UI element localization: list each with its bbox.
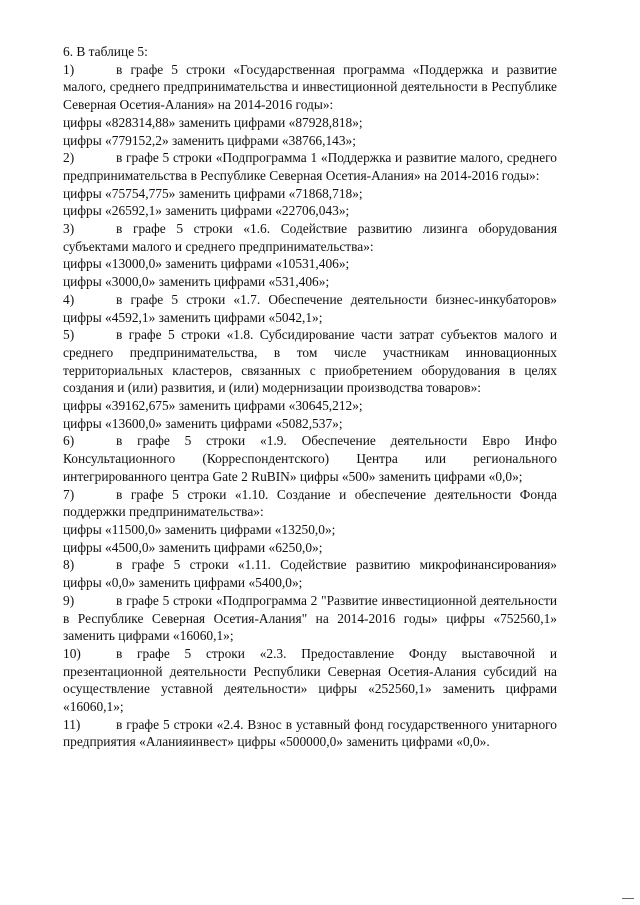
- item-number: 11): [63, 716, 81, 732]
- replacement-line: цифры «828314,88» заменить цифрами «87928,818»;: [63, 114, 363, 130]
- item-text: в графе 5 строки «2.4. Взнос в уставный фонд государственного унитарного предприятия «Аланияинвест» цифры «500000,0» заменить цифрами «0,0».: [63, 716, 557, 750]
- list-item: [63, 149, 557, 184]
- list-item: [63, 326, 557, 397]
- item-number: 6): [63, 433, 75, 449]
- item-text: в графе 5 строки «1.7. Обеспечение деятельности бизнес-инкубаторов» цифры «4592,1» заменить цифрами «5042,1»;: [63, 291, 557, 325]
- list-item: [63, 61, 557, 114]
- item-text: в графе 5 строки «1.8. Субсидирование части затрат субъектов малого и среднего предпринимательства, в том числе участникам инновационных территориальных кластеров, связанных с приобретением оборудования в целях создания и (или) развития, и (или) модернизации производства товаров»:: [63, 327, 557, 396]
- replacement-line: цифры «13600,0» заменить цифрами «5082,537»;: [63, 415, 343, 431]
- item-number: 10): [63, 645, 81, 661]
- replacement-line: цифры «779152,2» заменить цифрами «38766,143»;: [63, 132, 356, 148]
- item-number: 9): [63, 592, 75, 608]
- replacement-line: цифры «26592,1» заменить цифрами «22706,043»;: [63, 203, 350, 219]
- list-item: [63, 432, 557, 485]
- item-text: в графе 5 строки «1.11. Содействие развитию микрофинансирования» цифры «0,0» заменить цифрами «5400,0»;: [63, 557, 557, 591]
- document-body: [63, 43, 557, 751]
- replacement-line: цифры «75754,775» заменить цифрами «71868,718»;: [63, 185, 363, 201]
- list-item: [63, 556, 557, 591]
- replacement-line: цифры «13000,0» заменить цифрами «10531,406»;: [63, 256, 350, 272]
- list-item: [63, 716, 557, 751]
- replacement-line: цифры «3000,0» заменить цифрами «531,406»;: [63, 274, 330, 290]
- item-text: в графе 5 строки «1.6. Содействие развитию лизинга оборудования субъектами малого и среднего предпринимательства»:: [63, 221, 557, 254]
- item-number: 1): [63, 61, 75, 77]
- item-text: в графе 5 строки «1.10. Создание и обеспечение деятельности Фонда поддержки предпринимательства»:: [63, 486, 557, 520]
- item-number: 5): [63, 327, 75, 343]
- list-item: [63, 592, 557, 645]
- item-text: в графе 5 строки «Государственная программа «Поддержка и развитие малого, среднего предпринимательства и инвестиционной деятельности в Республике Северная Осетия-Алания» на 2014-2016 годы»:: [63, 61, 557, 113]
- item-number: 8): [63, 557, 75, 573]
- list-item: [63, 645, 557, 716]
- item-number: 4): [63, 291, 75, 307]
- list-item: [63, 220, 557, 255]
- item-text: в графе 5 строки «2.3. Предоставление Фонду выставочной и презентационной деятельности Республики Северная Осетия-Алания субсидий на осуществление уставной деятельности» цифры «252560,1» заменить цифрами «16060,1»;: [63, 645, 557, 715]
- replacement-line: цифры «39162,675» заменить цифрами «30645,212»;: [63, 398, 363, 414]
- scan-mark: [622, 898, 634, 899]
- item-number: 3): [63, 221, 75, 237]
- replacement-line: цифры «4500,0» заменить цифрами «6250,0»;: [63, 539, 323, 555]
- list-item: [63, 291, 557, 326]
- item-text: в графе 5 строки «1.9. Обеспечение деятельности Евро Инфо Консультационного (Корреспондентского) Центра или регионального интегрированного центра Gate 2 RuBIN» цифры «500» заменить цифрами «0,0»;: [63, 433, 557, 484]
- section-heading: 6. В таблице 5:: [63, 44, 148, 59]
- item-number: 7): [63, 486, 75, 502]
- replacement-line: цифры «11500,0» заменить цифрами «13250,0»;: [63, 521, 336, 537]
- item-number: 2): [63, 150, 75, 166]
- item-text: в графе 5 строки «Подпрограмма 1 «Поддержка и развитие малого, среднего предпринимательства в Республике Северная Осетия-Алания» на 2014-2016 годы»:: [63, 150, 557, 183]
- list-item: [63, 486, 557, 521]
- item-text: в графе 5 строки «Подпрограмма 2 "Развитие инвестиционной деятельности в Республике Северная Осетия-Алания" на 2014-2016 годы» цифры «752560,1» заменить цифрами «16060,1»;: [63, 592, 557, 644]
